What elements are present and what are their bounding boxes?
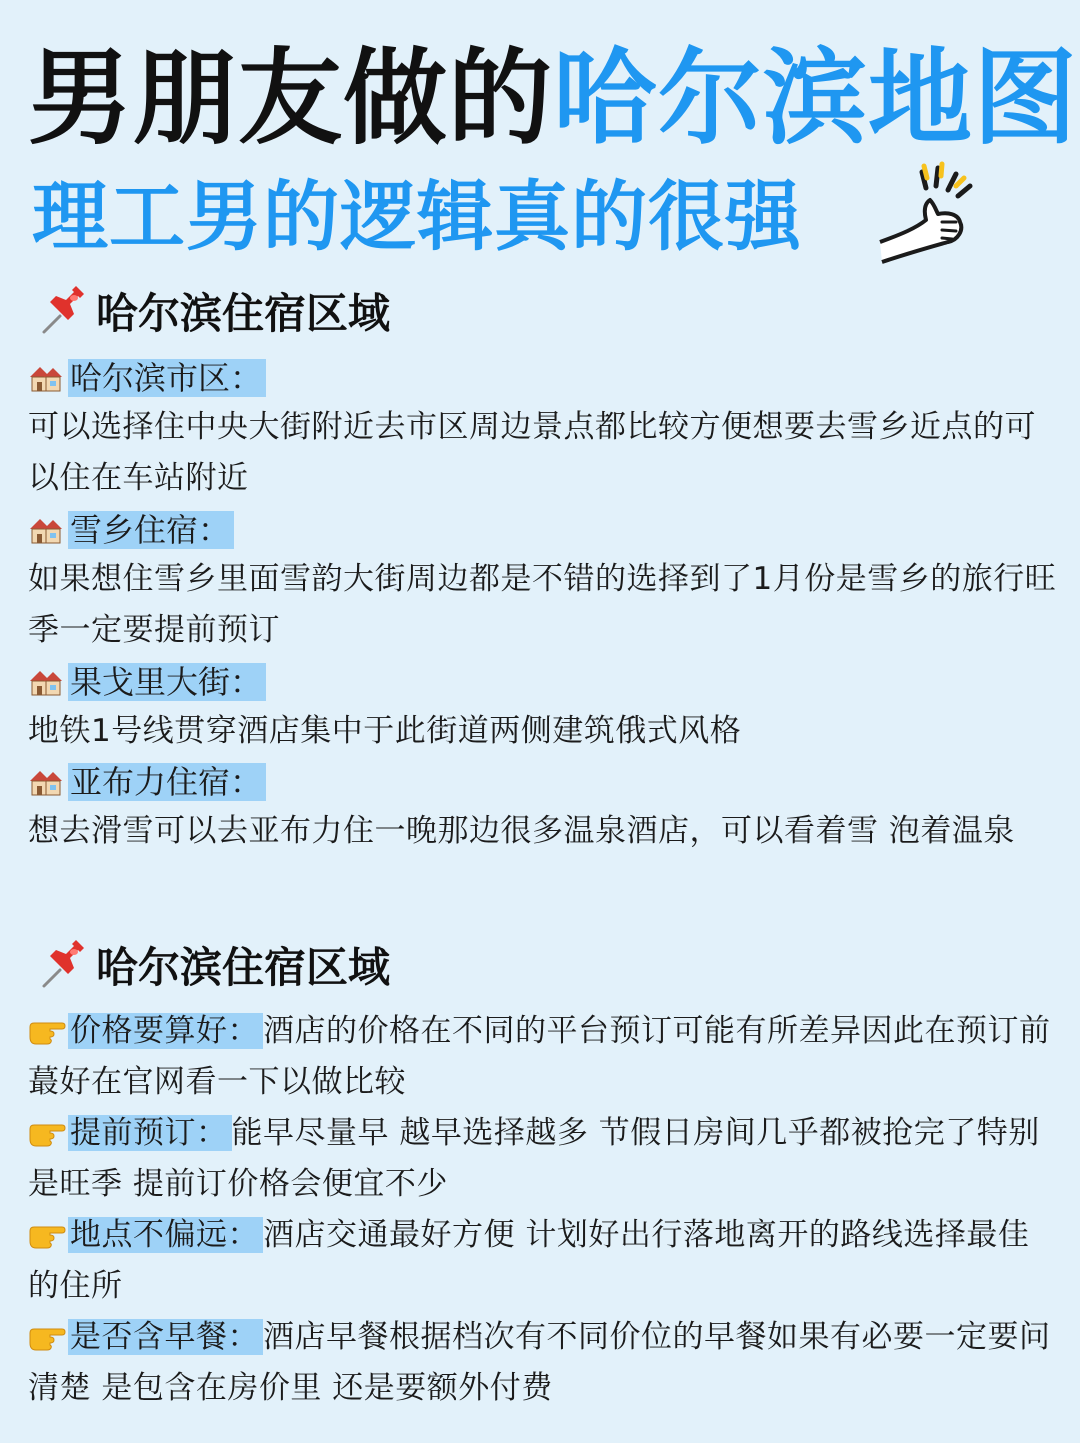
main-title [28,38,1078,158]
accommodation-item [28,506,1058,656]
tip-item [28,1108,1058,1210]
tip-label: 是否含早餐： [68,1319,263,1355]
pointing-hand-icon [28,1219,66,1249]
item-text: 地铁1号线贯穿酒店集中于此街道两侧建筑俄式风格 [28,713,742,749]
item-label: 果戈里大街： [68,663,266,701]
item-text: 想去滑雪可以去亚布力住一晚那边很多温泉酒店，可以看着雪 泡着温泉 [28,813,1015,849]
tip-text: 酒店的价格在不同的平台预订可能有所差异因此在预订前蕞好在官网看一下以做比较 [28,1013,1051,1100]
item-text: 可以选择住中央大街附近去市区周边景点都比较方便想要去雪乡近点的可以住在车站附近 [28,409,1036,496]
pushpin-icon [40,940,90,990]
tip-text: 酒店早餐根据档次有不同价位的早餐如果有必要一定要问清楚 是包含在房价里 还是要额外付费 [28,1319,1051,1406]
tip-text: 酒店交通最好方便 计划好出行落地离开的路线选择最佳的住所 [28,1217,1030,1304]
house-icon [28,363,64,393]
section-heading-tips [40,940,390,996]
title-part-blue: 哈尔滨地图 [553,37,1079,159]
section-heading-text: 哈尔滨住宿区域 [96,289,391,338]
item-label: 哈尔滨市区： [68,359,266,397]
subtitle: 理工男的逻辑真的很强 [32,172,802,261]
tip-item [28,1312,1058,1414]
tip-item [28,1210,1058,1312]
pointing-hand-icon [28,1117,66,1147]
accommodation-item [28,758,1058,857]
item-label: 雪乡住宿： [68,511,234,549]
tip-item [28,1006,1058,1108]
item-label: 亚布力住宿： [68,763,266,801]
pushpin-icon [40,286,90,336]
tip-text: 能早尽量早 越早选择越多 节假日房间几乎都被抢完了特别是旺季 提前订价格会便宜不少 [28,1115,1040,1202]
title-part-black: 男朋友做的 [28,37,554,159]
section-heading-text: 哈尔滨住宿区域 [96,943,391,992]
pointing-hand-icon [28,1321,66,1351]
house-icon [28,767,64,797]
item-text: 如果想住雪乡里面雪韵大街周边都是不错的选择到了1月份是雪乡的旅行旺季一定要提前预订 [28,561,1057,648]
tip-label: 价格要算好： [68,1013,263,1049]
tip-label: 提前预订： [68,1115,232,1151]
house-icon [28,515,64,545]
pointing-hand-icon [28,1015,66,1045]
tip-label: 地点不偏远： [68,1217,263,1253]
accommodation-item [28,354,1058,504]
thumbs-up-icon [872,160,992,270]
accommodation-item [28,658,1058,757]
section-heading-accommodation [40,286,390,342]
house-icon [28,667,64,697]
